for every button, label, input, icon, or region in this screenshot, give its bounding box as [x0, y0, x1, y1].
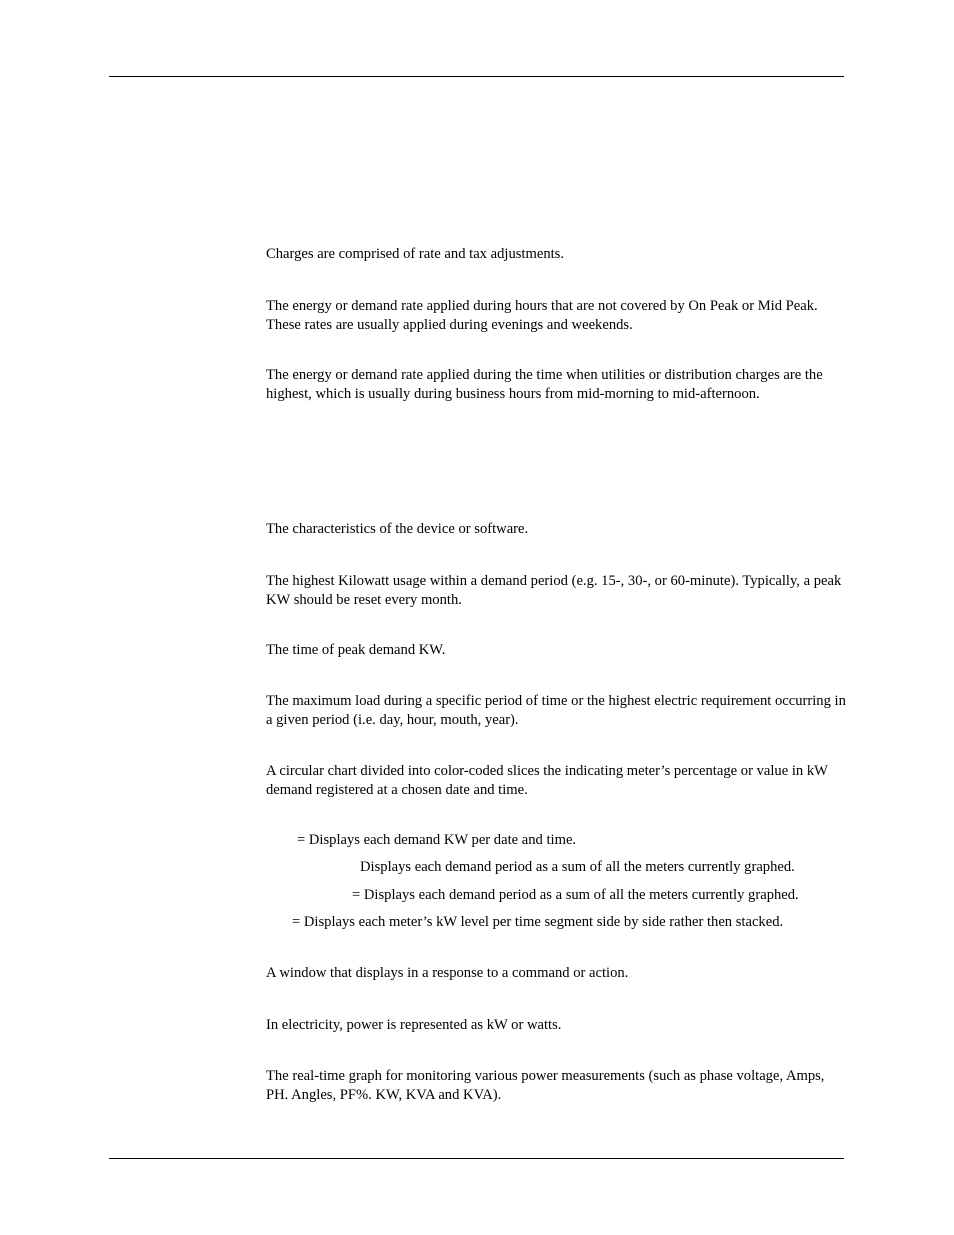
plot-type-stacked-definition: = Displays each demand period as a sum of all the meters currently graphed.	[352, 887, 799, 903]
plot-type-area-definition: Displays each demand period as a sum of all the meters currently graphed.	[360, 859, 795, 875]
on-peak-definition: The energy or demand rate applied during the time when utilities or distribution charges are the highest, which is usually during business hours from mid-morning to mid-afternoon.	[266, 367, 823, 402]
off-peak-definition: The energy or demand rate applied during hours that are not covered by On Peak or Mid Peak. These rates are usually applied during evenings and weekends.	[266, 298, 818, 333]
popup-definition: A window that displays in a response to a command or action.	[266, 965, 629, 981]
plot-type-side-by-side-definition: = Displays each meter’s kW level per time segment side by side rather then stacked.	[292, 914, 784, 930]
peak-load-definition: The maximum load during a specific period of time or the highest electric requirement occurring in a given period (i.e. day, hour, mouth, year).	[266, 693, 846, 728]
power-graph-definition: The real-time graph for monitoring various power measurements (such as phase voltage, Amps, PH. Angles, PF%. KW, KVA and KVA).	[266, 1068, 825, 1103]
footer-rule	[109, 1158, 844, 1159]
power-definition: In electricity, power is represented as kW or watts.	[266, 1017, 562, 1033]
peak-time-definition: The time of peak demand KW.	[266, 642, 446, 658]
plot-type-line-definition: = Displays each demand KW per date and time.	[297, 832, 577, 848]
peak-kw-definition: The highest Kilowatt usage within a demand period (e.g. 15-, 30-, or 60-minute). Typically, a peak KW should be reset every month.	[266, 573, 842, 608]
pie-chart-definition: A circular chart divided into color-coded slices the indicating meter’s percentage or value in kW demand registered at a chosen date and time.	[266, 763, 828, 798]
charges-definition: Charges are comprised of rate and tax adjustments.	[266, 246, 564, 262]
header-rule	[109, 76, 844, 77]
options-definition: The characteristics of the device or software.	[266, 521, 529, 537]
